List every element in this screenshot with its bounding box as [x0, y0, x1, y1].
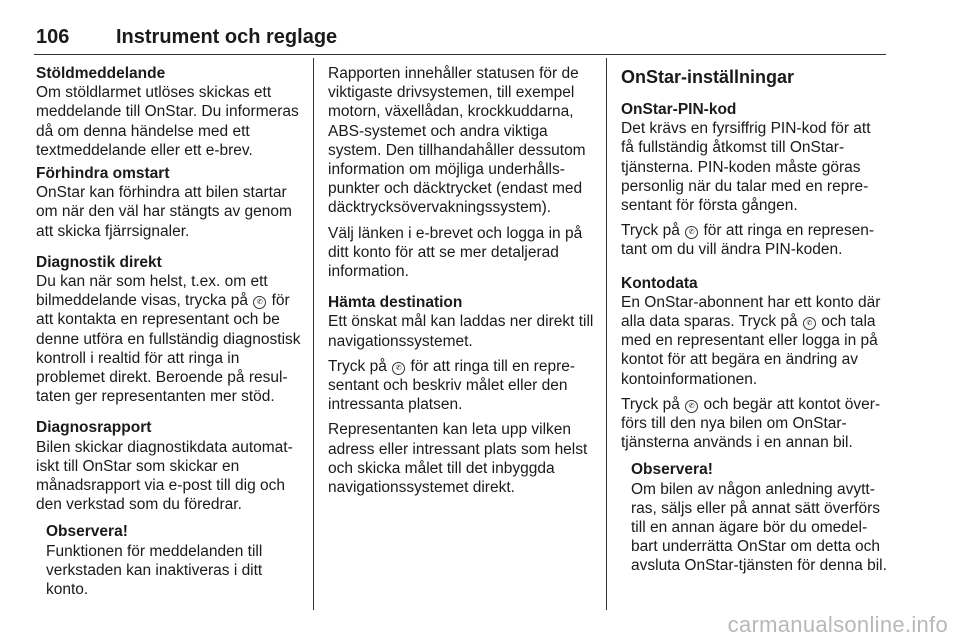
- column-3: [621, 64, 887, 576]
- section-diagnosrapport: [36, 418, 302, 514]
- text-fragment: Du kan när som helst, t.ex. om ett bilmeddelande visas, trycka på: [36, 273, 268, 310]
- section-stoldmeddelande: [36, 64, 302, 160]
- column-2: [328, 64, 594, 497]
- paragraph: Rapporten innehåller statusen för de viktigaste drivsystemen, till exempel motorn, växellådan, krockkuddarna, ABS-systemet och andra viktiga system. Den tillhandahåller dessutom information om möjliga underhållspunkter och däcktrycket (endast med däcktrycksövervakningssystem).: [328, 65, 586, 217]
- subheading: Förhindra omstart: [36, 165, 170, 183]
- text-fragment: Tryck på: [621, 395, 680, 413]
- header-rule: [34, 54, 886, 55]
- page-title: Instrument och reglage: [116, 26, 338, 48]
- column-1: [36, 64, 302, 599]
- onstar-button-icon: ✆: [685, 400, 698, 413]
- text-fragment: Tryck på: [621, 222, 680, 240]
- section-kontodata: [621, 274, 887, 389]
- section-diagnostik-direkt: [36, 253, 302, 407]
- paragraph: [36, 272, 302, 406]
- note-text: Om bilen av någon anledning avyttras, säljs eller på annat sätt överförs till en annan ägare bör du omedelbart underrätta OnStar om detta och avsluta OnStar-tjänsten för denna bil.: [631, 480, 887, 575]
- onstar-button-icon: ✆: [685, 226, 698, 239]
- paragraph: [621, 293, 887, 389]
- subheading: OnStar-PIN-kod: [621, 101, 737, 118]
- paragraph: Om stöldlarmet utlöses skickas ett meddelande till OnStar. Du informeras då om denna händelse med ett textmeddelande eller ett e-brev.: [36, 84, 299, 159]
- column-divider-1: [313, 58, 314, 610]
- note-box: [46, 522, 302, 599]
- onstar-button-icon: ✆: [803, 317, 816, 330]
- text-fragment: för att ringa till en representant och beskriv målet eller den intressanta platsen.: [328, 357, 576, 414]
- section-onstar-pin: [621, 100, 887, 215]
- paragraph: [328, 357, 594, 415]
- section-heading: OnStar-inställningar: [621, 67, 795, 87]
- text-fragment: för att kontakta en representant och be denne utföra en fullständig diagnostisk kontroll i realtid för att ringa in problemet direkt. Beroende på resultaten ger representanten mer stöd.: [36, 292, 301, 406]
- section-hamta-destination: [328, 293, 594, 351]
- text-fragment: En OnStar-abonnent har ett konto där alla data sparas. Tryck på: [621, 293, 881, 331]
- onstar-button-icon: ✆: [392, 362, 405, 375]
- paragraph: [621, 221, 887, 259]
- paragraph: [621, 395, 887, 453]
- page-number: 106: [36, 26, 70, 48]
- paragraph: Representanten kan leta upp vilken adress eller intressant plats som helst och skicka målet till det inbyggda navigationssystemet direkt.: [328, 421, 588, 497]
- subheading: Diagnosrapport: [36, 419, 152, 437]
- paragraph: Ett önskat mål kan laddas ner direkt till navigationssystemet.: [328, 313, 594, 350]
- text-fragment: och tala med en representant eller logga in på kontot för att begära en ändring av kontoinformationen.: [621, 313, 878, 388]
- subheading: Stöldmeddelande: [36, 65, 166, 82]
- page-header: [36, 22, 886, 52]
- text-fragment: och begär att kontot överförs till den nya bilen om OnStar-tjänsterna används i en annan bil.: [621, 395, 881, 452]
- text-fragment: Tryck på: [328, 357, 387, 375]
- subheading: Diagnostik direkt: [36, 253, 162, 271]
- onstar-button-icon: ✆: [253, 296, 266, 309]
- paragraph: OnStar kan förhindra att bilen startar om när den väl har stängts av genom att skicka fjärrsignaler.: [36, 184, 292, 240]
- paragraph: Välj länken i e-brevet och logga in på ditt konto för att se mer detaljerad information.: [328, 224, 583, 281]
- note-title: Observera!: [46, 523, 128, 541]
- subheading: Kontodata: [621, 274, 698, 292]
- paragraph: Det krävs en fyrsiffrig PIN-kod för att få fullständig åtkomst till OnStar-tjänsterna. PIN-koden måste göras personlig när du talar med en representant för första gången.: [621, 120, 871, 215]
- column-divider-2: [606, 58, 607, 610]
- note-text: Funktionen för meddelanden till verkstaden kan inaktiveras i ditt konto.: [46, 542, 263, 599]
- section-forhindra-omstart: [36, 164, 302, 241]
- text-fragment: för att ringa en representant om du vill ändra PIN-koden.: [621, 222, 875, 259]
- note-box: [631, 460, 887, 575]
- subheading: Hämta destination: [328, 294, 463, 312]
- watermark: carmanualsonline.info: [727, 612, 948, 637]
- paragraph: Bilen skickar diagnostikdata automatiskt till OnStar som skickar en månadsrapport via e-post till dig och den verkstad som du föredrar.: [36, 438, 293, 514]
- note-title: Observera!: [631, 461, 713, 479]
